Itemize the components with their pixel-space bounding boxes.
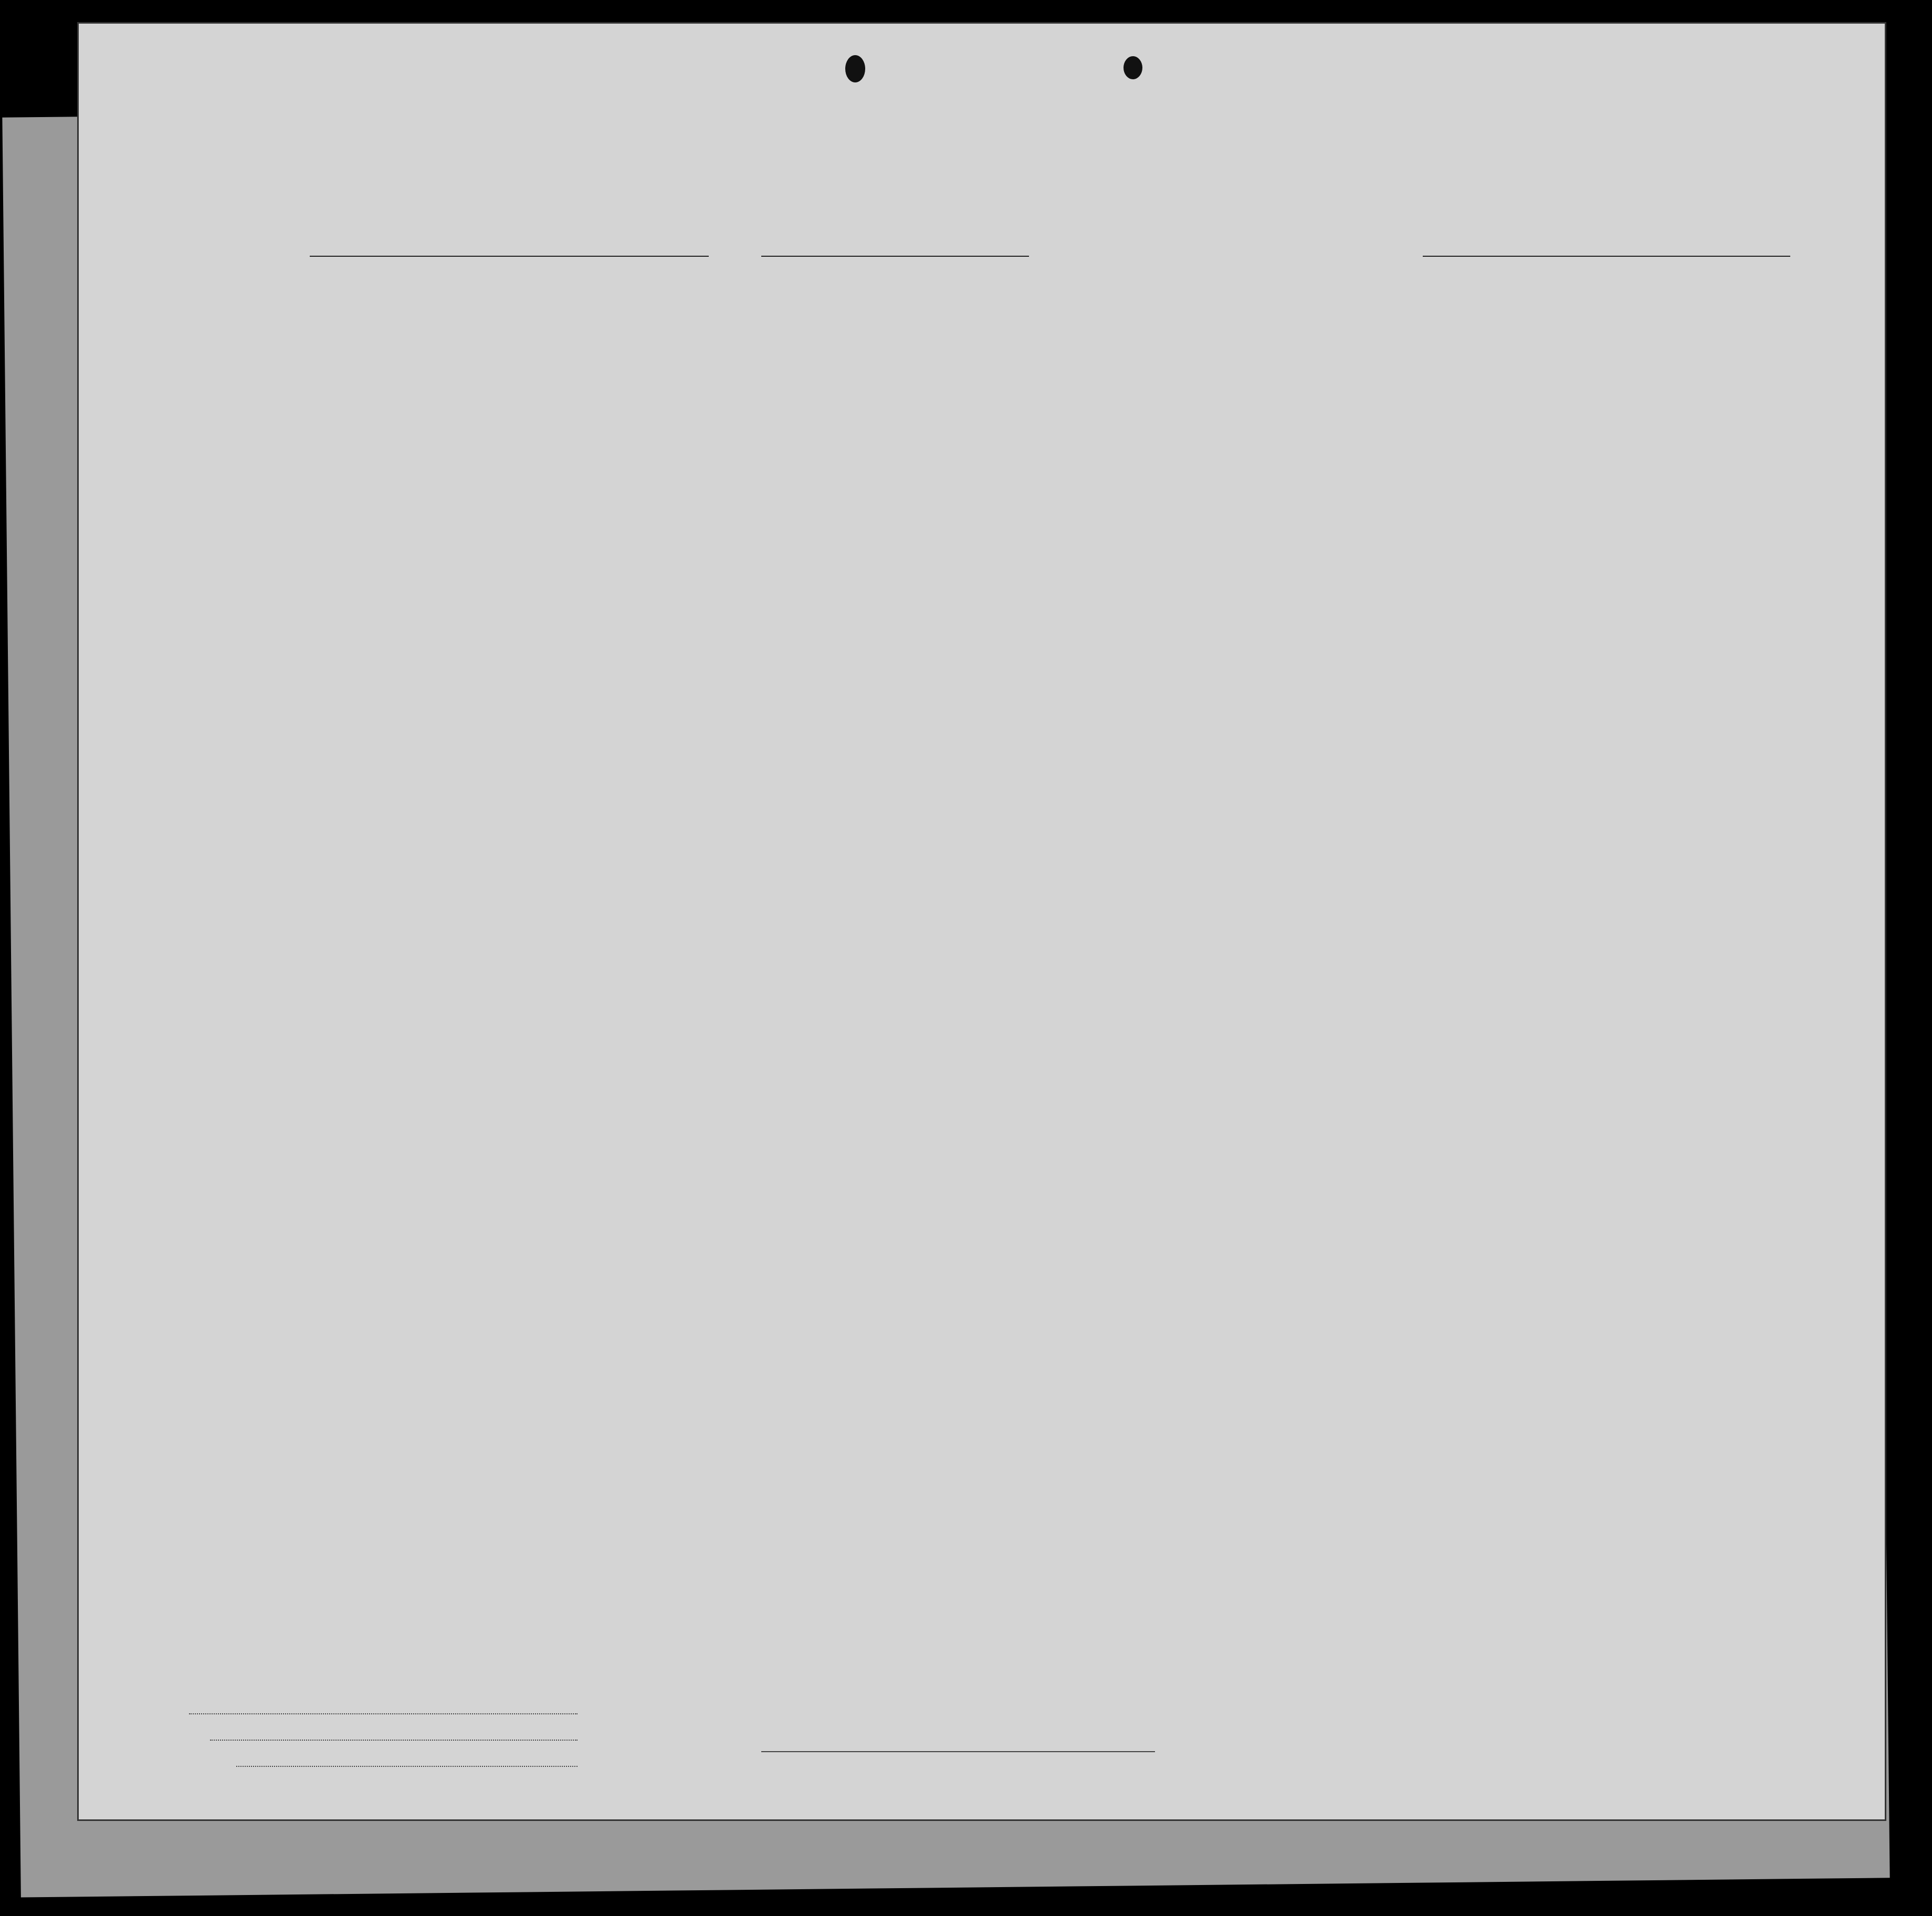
- table-grid: [79, 24, 1885, 1819]
- manifest-sheet: [79, 24, 1885, 1819]
